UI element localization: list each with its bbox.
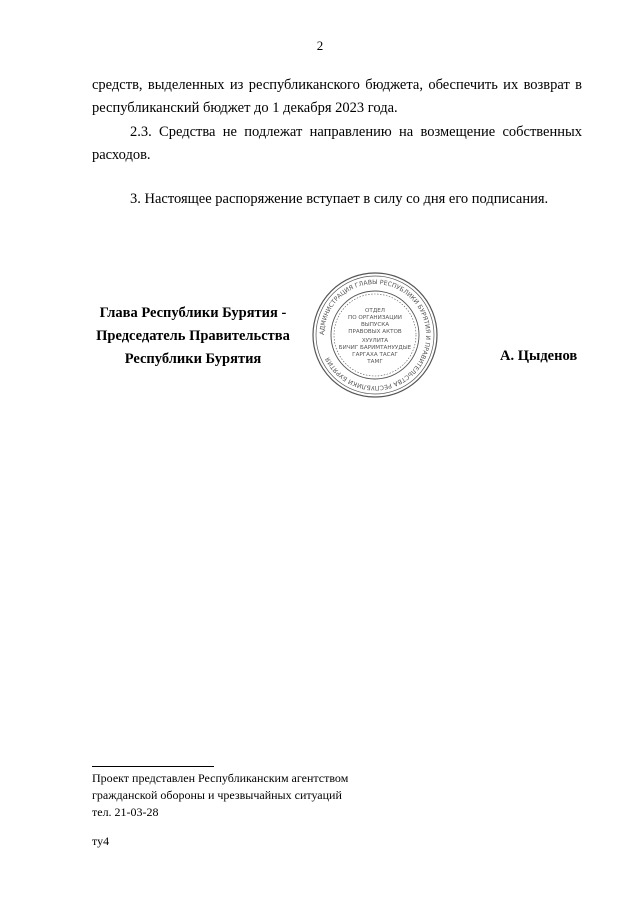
footnote-divider xyxy=(92,766,214,767)
footnote-line: Проект представлен Республиканским агентством xyxy=(92,771,349,785)
paragraph-text: 3. Настоящее распоряжение вступает в силу со дня его подписания. xyxy=(130,191,549,207)
svg-text:АДМИНИСТРАЦИЯ ГЛАВЫ РЕСПУБЛИКИ xyxy=(319,279,431,391)
seal-inner-line: ПРАВОВЫХ АКТОВ xyxy=(348,329,402,335)
footnote-line: гражданской обороны и чрезвычайных ситуаций xyxy=(92,788,342,802)
seal-inner-line: ПО ОРГАНИЗАЦИИ xyxy=(348,315,402,321)
seal-inner-line: ВЫПУСКА xyxy=(360,322,390,328)
seal-inner-line: ГАРГАХА ТАСАГ xyxy=(352,352,398,358)
footnote-line: тел. 21-03-28 xyxy=(92,805,159,819)
signatory-title-line: Республики Бурятия xyxy=(124,351,262,367)
seal-inner-line: ОТДЕЛ xyxy=(365,308,385,314)
seal-inner-line: ХУУЛИТА xyxy=(361,338,389,344)
signatory-title xyxy=(78,302,308,371)
paragraph-continuation xyxy=(92,74,582,120)
signatory-title-line: Председатель Правительства xyxy=(96,328,290,344)
footnote xyxy=(92,770,348,821)
paragraph-text: 2.3. Средства не подлежат направлению на возмещение собственных расходов. xyxy=(92,124,582,163)
document-code: ту4 xyxy=(92,834,110,848)
signatory-title-line: Глава Республики Бурятия - xyxy=(99,305,287,321)
signatory-name: А. Цыденов xyxy=(500,348,578,364)
seal-inner-line: ТАМГ xyxy=(367,359,383,365)
official-seal-stamp xyxy=(310,270,440,400)
seal-inner-line: БИЧИГ БАРИМТАНУУДЫЕ xyxy=(338,345,412,351)
page-number: 2 xyxy=(316,38,324,53)
paragraph-clause-2-3 xyxy=(92,121,582,167)
seal-ring-text: АДМИНИСТРАЦИЯ ГЛАВЫ РЕСПУБЛИКИ БУРЯТИЯ И ПРАВИТЕЛЬСТВА РЕСПУБЛИКИ БУРЯТИЯ xyxy=(318,278,432,392)
paragraph-clause-3 xyxy=(92,188,582,211)
paragraph-text: средств, выделенных из республиканского бюджета, обеспечить их возврат в республиканский бюджет до 1 декабря 2023 года. xyxy=(92,77,582,116)
